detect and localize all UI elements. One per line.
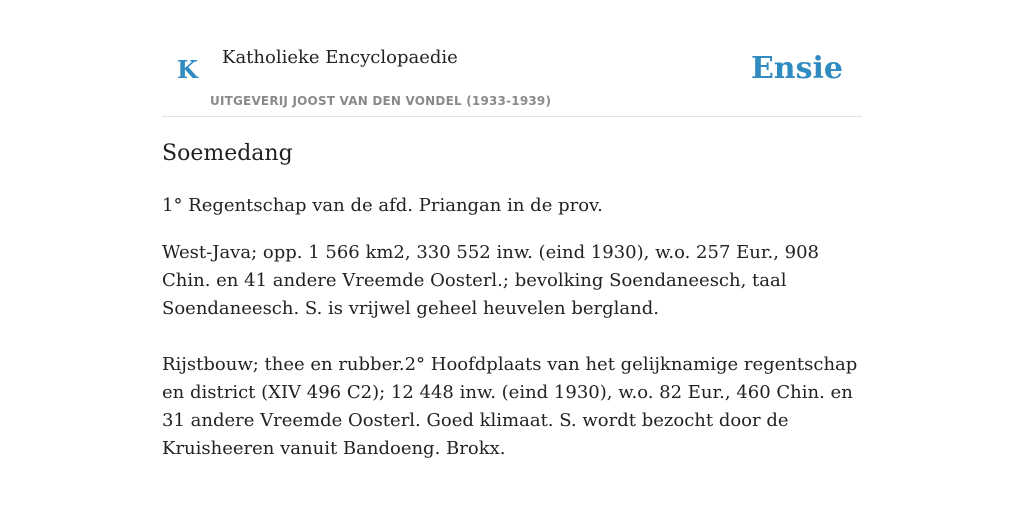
brand-logo[interactable]: Ensie xyxy=(750,51,843,86)
article-title: Soemedang xyxy=(162,141,293,166)
site-header xyxy=(162,0,862,117)
site-title[interactable]: Katholieke Encyclopaedie xyxy=(222,47,458,68)
site-subtitle: UITGEVERIJ JOOST VAN DEN VONDEL (1933-1939) xyxy=(210,94,552,108)
article-paragraph: Rijstbouw; thee en rubber.2° Hoofdplaats van het gelijknamige regentschap en district (XIV 496 C2); 12 448 inw. (eind 1930), w.o. 82 Eur., 460 Chin. en 31 andere Vreemde Oosterl. Goed klimaat. S. wordt bezocht door de Kruisheeren vanuit Bandoeng. Brokx. xyxy=(162,354,858,459)
article-paragraph: West-Java; opp. 1 566 km2, 330 552 inw. (eind 1930), w.o. 257 Eur., 908 Chin. en 41 andere Vreemde Oosterl.; bevolking Soendaneesch, taal Soendaneesch. S. is vrijwel geheel heuvelen bergland. xyxy=(162,242,819,319)
site-logo[interactable]: K xyxy=(177,55,198,84)
article-paragraph: 1° Regentschap van de afd. Priangan in de prov. xyxy=(162,195,603,216)
article xyxy=(162,138,862,463)
